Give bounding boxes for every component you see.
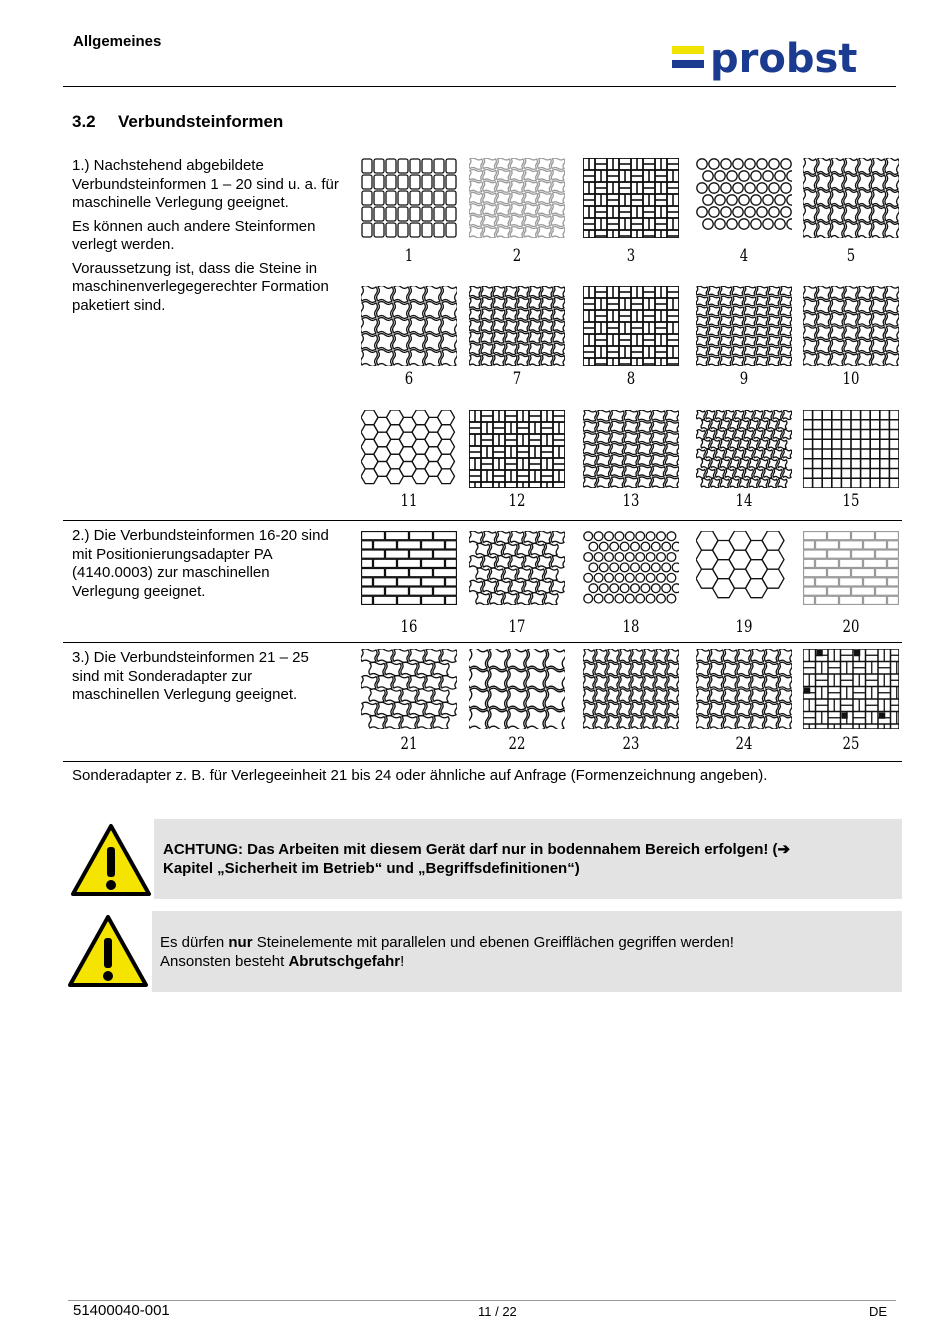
stone-shape-label: 4 xyxy=(739,246,749,266)
stone-shape-7 xyxy=(469,286,565,366)
stone-shape-20 xyxy=(803,531,899,605)
stone-shape-label: 20 xyxy=(842,617,860,637)
warning-2-line-2 xyxy=(160,952,734,971)
warning-2-text xyxy=(160,933,734,971)
stone-shape-label: 22 xyxy=(508,734,526,754)
stone-shape-label: 5 xyxy=(846,246,856,266)
stone-shape-17 xyxy=(469,531,565,605)
stone-shape-18 xyxy=(583,531,679,605)
warning-2-l2-b: Abrutschgefahr xyxy=(288,953,401,970)
stone-shape-label: 18 xyxy=(622,617,640,637)
stone-shape-9 xyxy=(696,286,792,366)
stone-shape-24 xyxy=(696,649,792,729)
stone-shape-6 xyxy=(361,286,457,366)
warning-triangle-icon xyxy=(70,823,152,897)
stone-shape-10 xyxy=(803,286,899,366)
stone-shape-label: 8 xyxy=(626,369,636,389)
stone-shape-14 xyxy=(696,410,792,488)
header-rule xyxy=(63,86,896,87)
warning-2-l1-c: Steinelemente mit parallelen und ebenen Greifflächen gegriffen werden! xyxy=(252,934,734,951)
block-2-para-1: 2.) Die Verbundsteinformen 16-20 sind mit Positionierungsadapter PA (4140.0003) zur maschinellen Verlegung geeignet. xyxy=(72,527,329,600)
footer-doc-number: 51400040-001 xyxy=(73,1302,170,1319)
warning-2-line-1 xyxy=(160,933,734,952)
stone-shape-label: 1 xyxy=(404,246,414,266)
probst-logo xyxy=(672,36,892,84)
stone-shape-label: 25 xyxy=(842,734,860,754)
block-1-para-1: 1.) Nachstehend abgebildete Verbundsteinformen 1 – 20 sind u. a. für maschinelle Verlegung geeignet. xyxy=(72,157,339,211)
stone-shape-3 xyxy=(583,158,679,238)
svg-text:probst: probst xyxy=(710,36,858,82)
warning-2-l2-a: Ansonsten besteht xyxy=(160,953,289,970)
stone-shape-11 xyxy=(361,410,457,488)
stone-shape-23 xyxy=(583,649,679,729)
warning-1-line-1: ACHTUNG: Das Arbeiten mit diesem Gerät darf nur in bodennahem Bereich erfolgen! (➔ xyxy=(163,841,791,858)
stone-shape-label: 23 xyxy=(622,734,640,754)
block-3-text xyxy=(72,649,337,710)
stone-shape-label: 3 xyxy=(626,246,636,266)
stone-shape-label: 19 xyxy=(735,617,753,637)
warning-1-line-2: Kapitel „Sicherheit im Betrieb“ und „Begriffsdefinitionen“) xyxy=(163,860,580,877)
warning-2-l1-a: Es dürfen xyxy=(160,934,229,951)
warning-2-l1-b: nur xyxy=(228,934,253,951)
stone-shape-2 xyxy=(469,158,565,238)
warning-2-l2-c: ! xyxy=(400,953,405,970)
stone-shape-22 xyxy=(469,649,565,729)
footer-page: 11 / 22 xyxy=(478,1304,517,1319)
adapter-note: Sonderadapter z. B. für Verlegeeinheit 21 bis 24 oder ähnliche auf Anfrage (Formenzeichnung angeben). xyxy=(72,767,768,784)
section-number: 3.2 xyxy=(72,112,96,131)
stone-shape-label: 17 xyxy=(508,617,526,637)
footer-rule xyxy=(68,1300,896,1301)
stone-shape-21 xyxy=(361,649,457,729)
stone-shape-16 xyxy=(361,531,457,605)
stone-shape-label: 14 xyxy=(735,491,753,511)
stone-shape-19 xyxy=(696,531,792,605)
stone-shape-8 xyxy=(583,286,679,366)
warning-box-2 xyxy=(152,911,902,992)
block-3-para-1: 3.) Die Verbundsteinformen 21 – 25 sind mit Sonderadapter zur maschinellen Verlegung geeignet. xyxy=(72,649,309,703)
warning-triangle-icon xyxy=(67,914,149,988)
stone-shape-1 xyxy=(361,158,457,238)
stone-shape-15 xyxy=(803,410,899,488)
block-1-para-3: Voraussetzung ist, dass die Steine in maschinenverlegegerechter Formation paketiert sind. xyxy=(72,259,329,314)
stone-shape-label: 6 xyxy=(404,369,414,389)
stone-shape-5 xyxy=(803,158,899,238)
stone-shape-25 xyxy=(803,649,899,729)
stone-shape-label: 13 xyxy=(622,491,640,511)
stone-shape-12 xyxy=(469,410,565,488)
stone-shape-label: 15 xyxy=(842,491,860,511)
stone-shape-label: 16 xyxy=(400,617,418,637)
warning-box-1 xyxy=(154,819,902,899)
stone-shape-label: 21 xyxy=(400,734,418,754)
footer-lang: DE xyxy=(869,1304,888,1319)
block-divider-3 xyxy=(63,761,902,762)
section-title: Verbundsteinformen xyxy=(118,112,284,131)
stone-shape-label: 24 xyxy=(735,734,753,754)
block-1-para-2: Es können auch andere Steinformen verlegt werden. xyxy=(72,217,316,253)
block-2-text xyxy=(72,527,337,606)
stone-shape-label: 2 xyxy=(512,246,522,266)
stone-shape-label: 12 xyxy=(508,491,526,511)
section-heading xyxy=(72,112,283,132)
warning-1-text xyxy=(163,840,790,878)
stone-shape-label: 11 xyxy=(400,491,418,511)
block-divider-1 xyxy=(63,520,902,521)
header-title: Allgemeines xyxy=(73,33,162,50)
stone-shape-label: 10 xyxy=(842,369,860,389)
stone-shape-label: 9 xyxy=(739,369,749,389)
stone-shape-4 xyxy=(696,158,792,238)
stone-shape-13 xyxy=(583,410,679,488)
block-divider-2 xyxy=(63,642,902,643)
stone-shape-label: 7 xyxy=(512,369,522,389)
block-1-text xyxy=(72,157,342,320)
